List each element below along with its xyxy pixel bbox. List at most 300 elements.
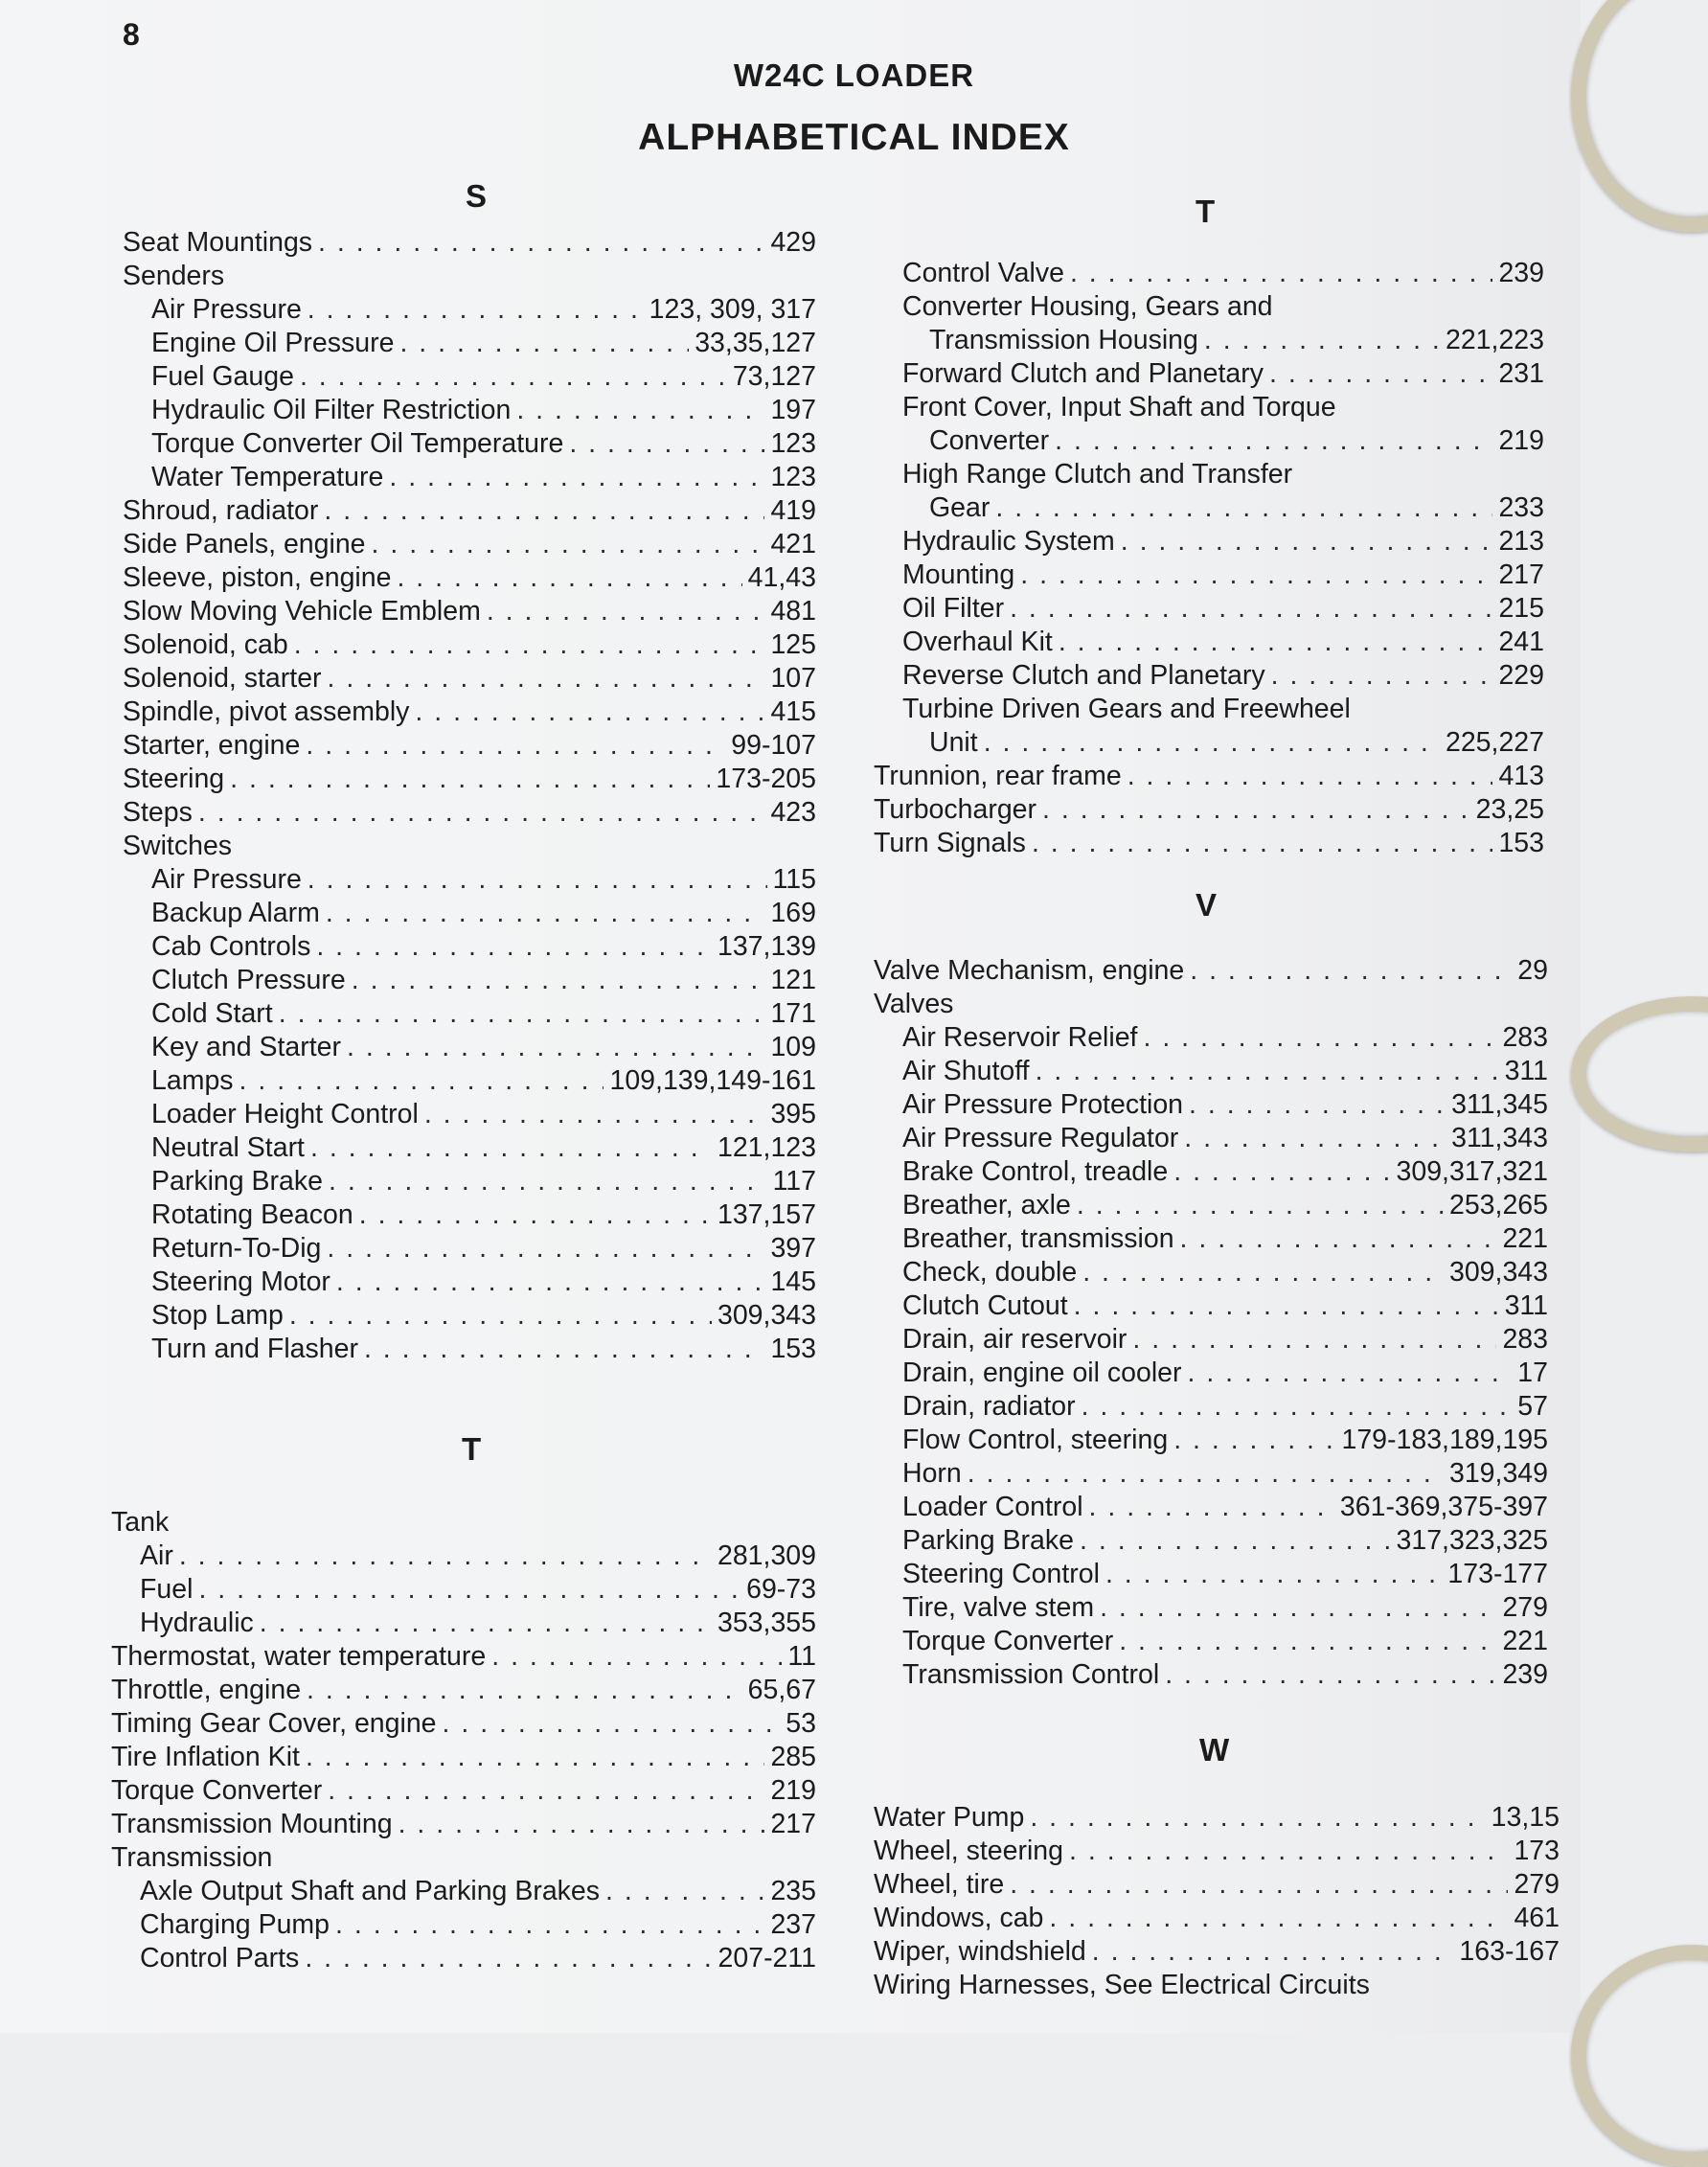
index-entry: [874, 1289, 1548, 1323]
index-pages: 319,349: [1448, 1458, 1548, 1489]
dot-leader: [1069, 1835, 1508, 1868]
index-entry: [874, 1457, 1548, 1491]
index-term: Solenoid, starter: [123, 663, 322, 694]
index-entry: [123, 1131, 816, 1165]
index-pages: 281,309: [717, 1540, 816, 1571]
index-entry: [874, 391, 1544, 424]
index-entry: [123, 394, 816, 427]
index-entry: [874, 693, 1544, 726]
index-entry: [111, 1908, 816, 1942]
index-pages: 121: [770, 965, 816, 995]
index-entry: [111, 1573, 816, 1607]
dot-leader: [328, 1774, 764, 1808]
index-term: Wiring Harnesses, See Electrical Circuits: [874, 1970, 1370, 2000]
section-letter-t-left: T: [462, 1431, 482, 1467]
index-entry: [874, 257, 1544, 290]
index-term: Steps: [123, 797, 193, 828]
dot-leader: [1271, 659, 1493, 693]
dot-leader: [399, 1808, 765, 1841]
dot-leader: [1082, 1390, 1513, 1424]
index-pages: 279: [1502, 1592, 1548, 1623]
index-pages: 283: [1502, 1324, 1548, 1355]
dot-leader: [279, 997, 765, 1031]
index-entry: [874, 525, 1544, 559]
dot-leader: [1049, 1902, 1508, 1935]
dot-leader: [1119, 1625, 1496, 1658]
index-pages: 69-73: [746, 1574, 816, 1605]
index-entry: [111, 1808, 816, 1841]
dot-leader: [1010, 592, 1492, 626]
index-pages: 219: [770, 1775, 816, 1806]
index-pages: 231: [1498, 358, 1544, 389]
dot-leader: [260, 1607, 712, 1640]
dot-leader: [359, 1198, 712, 1232]
index-entry: [874, 1524, 1548, 1558]
dot-leader: [306, 729, 725, 763]
index-pages: 235: [770, 1876, 816, 1906]
index-entry: [123, 1098, 816, 1131]
index-pages: 173-177: [1447, 1559, 1548, 1589]
index-entry: [874, 1591, 1548, 1625]
index-entry: [111, 1640, 816, 1674]
index-entry: [874, 1323, 1548, 1357]
dot-leader: [1070, 257, 1492, 290]
index-pages: 137,139: [717, 931, 816, 962]
index-term: Torque Converter: [111, 1775, 323, 1806]
index-entry: [874, 1868, 1560, 1902]
index-term: Breather, axle: [902, 1190, 1071, 1220]
index-pages: 173: [1514, 1836, 1560, 1866]
index-term: Loader Control: [902, 1492, 1083, 1522]
index-entry: [874, 1055, 1548, 1088]
dot-leader: [399, 327, 689, 360]
index-entry: [874, 491, 1544, 525]
index-term: Air Pressure: [151, 294, 302, 325]
index-term: Starter, engine: [123, 730, 301, 761]
dot-leader: [1173, 1424, 1335, 1457]
index-entry: [874, 1390, 1548, 1424]
index-term: Wheel, steering: [874, 1836, 1064, 1866]
index-entry: [874, 559, 1544, 592]
index-entry: [874, 458, 1544, 491]
index-term: Check, double: [902, 1257, 1078, 1288]
index-entry: [874, 1155, 1548, 1189]
index-term: Front Cover, Input Shaft and Torque: [902, 392, 1336, 422]
dot-leader: [1127, 760, 1493, 793]
index-term: Valve Mechanism, engine: [874, 955, 1185, 986]
index-term: Turbocharger: [874, 794, 1037, 825]
index-term: Drain, air reservoir: [902, 1324, 1127, 1355]
dot-leader: [230, 763, 710, 796]
index-pages: 415: [770, 696, 816, 727]
dot-leader: [1082, 1256, 1444, 1289]
page-number: 8: [123, 17, 140, 52]
index-entry: [123, 1064, 816, 1098]
dot-leader: [294, 628, 765, 662]
document-title: W24C LOADER: [733, 57, 975, 93]
dot-leader: [415, 696, 764, 729]
dot-leader: [1121, 525, 1493, 559]
index-term: Oil Filter: [902, 593, 1005, 624]
index-term: Breather, transmission: [902, 1223, 1174, 1254]
dot-leader: [324, 494, 764, 528]
index-entry: [874, 1801, 1560, 1835]
index-pages: 423: [770, 797, 816, 828]
dot-leader: [1030, 1801, 1485, 1835]
index-pages: 481: [770, 596, 816, 627]
index-list-t-left: [111, 1506, 816, 1975]
index-entry: [111, 1841, 816, 1875]
index-term: Air Pressure Protection: [902, 1089, 1184, 1120]
index-pages: 53: [786, 1708, 816, 1739]
dot-leader: [605, 1875, 764, 1908]
dot-leader: [328, 662, 765, 696]
index-pages: 29: [1517, 955, 1548, 986]
index-entry: [874, 1222, 1548, 1256]
index-pages: 421: [770, 529, 816, 559]
index-pages: 57: [1517, 1391, 1548, 1422]
dot-leader: [1188, 1357, 1513, 1390]
dot-leader: [397, 561, 741, 595]
index-title: ALPHABETICAL INDEX: [638, 117, 1070, 158]
index-pages: 309,317,321: [1396, 1156, 1548, 1187]
index-term: Turn Signals: [874, 828, 1026, 858]
index-entry: [111, 1741, 816, 1774]
index-pages: 117: [772, 1166, 816, 1197]
index-term: Timing Gear Cover, engine: [111, 1708, 437, 1739]
index-pages: 283: [1502, 1022, 1548, 1053]
index-entry: [874, 1969, 1560, 2002]
index-pages: 123: [770, 428, 816, 459]
index-term: Loader Height Control: [151, 1099, 419, 1129]
index-pages: 207-211: [717, 1943, 816, 1973]
index-pages: 311,345: [1451, 1089, 1548, 1120]
dot-leader: [1189, 1088, 1446, 1122]
index-term: Steering Motor: [151, 1266, 330, 1297]
index-term: Turbine Driven Gears and Freewheel: [902, 694, 1351, 724]
index-entry: [874, 1658, 1548, 1692]
index-term: Parking Brake: [151, 1166, 324, 1197]
index-term: Senders: [123, 261, 225, 291]
dot-leader: [307, 863, 767, 897]
dot-leader: [1074, 1289, 1499, 1323]
index-term: Wiper, windshield: [874, 1936, 1086, 1967]
dot-leader: [516, 394, 764, 427]
dot-leader: [1180, 1222, 1497, 1256]
index-entry: [123, 1198, 816, 1232]
index-entry: [123, 461, 816, 494]
dot-leader: [1042, 793, 1470, 827]
index-entry: [874, 1424, 1548, 1457]
dot-leader: [984, 726, 1440, 760]
index-entry: [123, 260, 816, 293]
binder-ring-top: [1571, 0, 1708, 232]
index-entry: [123, 729, 816, 763]
index-pages: 109: [770, 1032, 816, 1062]
dot-leader: [1010, 1868, 1508, 1902]
dot-leader: [1269, 357, 1492, 391]
index-entry: [874, 1021, 1548, 1055]
index-term: Tire Inflation Kit: [111, 1742, 300, 1772]
index-term: High Range Clutch and Transfer: [902, 459, 1293, 490]
index-entry: [123, 1031, 816, 1064]
index-term: Transmission Mounting: [111, 1809, 393, 1839]
index-pages: 217: [770, 1809, 816, 1839]
index-term: Drain, engine oil cooler: [902, 1357, 1182, 1388]
index-term: Steering: [123, 764, 225, 794]
dot-leader: [389, 461, 764, 494]
index-entry: [111, 1506, 816, 1540]
index-term: Cab Controls: [151, 931, 311, 962]
dot-leader: [1032, 827, 1493, 860]
index-term: Steering Control: [902, 1559, 1100, 1589]
index-entry: [874, 1088, 1548, 1122]
index-term: Water Pump: [874, 1802, 1025, 1833]
index-pages: 225,227: [1445, 727, 1544, 758]
index-entry: [111, 1674, 816, 1707]
index-pages: 311,343: [1451, 1123, 1548, 1153]
index-term: Torque Converter Oil Temperature: [151, 428, 564, 459]
index-pages: 173-205: [716, 764, 816, 794]
index-entry: [874, 1357, 1548, 1390]
index-entry: [874, 954, 1548, 988]
index-entry: [123, 830, 816, 863]
index-entry: [123, 1232, 816, 1266]
dot-leader: [327, 1232, 764, 1266]
index-term: Trunnion, rear frame: [874, 761, 1122, 791]
index-term: Mounting: [902, 559, 1015, 590]
dot-leader: [1080, 1524, 1390, 1558]
index-entry: [123, 930, 816, 964]
index-entry: [123, 1266, 816, 1299]
index-term: Sleeve, piston, engine: [123, 562, 392, 593]
index-term: Flow Control, steering: [902, 1425, 1169, 1455]
index-pages: 239: [1502, 1659, 1548, 1690]
index-pages: 229: [1498, 660, 1544, 691]
index-entry: [123, 796, 816, 830]
index-term: Tank: [111, 1507, 170, 1538]
index-entry: [123, 662, 816, 696]
index-term: Seat Mountings: [123, 227, 313, 258]
index-entry: [123, 427, 816, 461]
index-term: Converter Housing, Gears and: [902, 291, 1273, 322]
dot-leader: [1092, 1935, 1454, 1969]
index-pages: 397: [770, 1233, 816, 1264]
index-entry: [874, 1189, 1548, 1222]
index-pages: 253,265: [1448, 1190, 1548, 1220]
index-entry: [111, 1607, 816, 1640]
index-entry: [874, 659, 1544, 693]
index-pages: 311: [1504, 1056, 1548, 1086]
dot-leader: [1190, 954, 1512, 988]
dot-leader: [306, 1741, 764, 1774]
index-entry: [111, 1540, 816, 1573]
dot-leader: [307, 1674, 742, 1707]
index-entry: [874, 1491, 1548, 1524]
section-letter-w: W: [1199, 1732, 1230, 1768]
index-term: Forward Clutch and Planetary: [902, 358, 1264, 389]
index-entry: [874, 988, 1548, 1021]
dot-leader: [336, 1266, 765, 1299]
dot-leader: [1132, 1323, 1496, 1357]
dot-leader: [179, 1540, 712, 1573]
index-term: Key and Starter: [151, 1032, 342, 1062]
index-term: Stop Lamp: [151, 1300, 284, 1331]
index-term: Brake Control, treadle: [902, 1156, 1169, 1187]
dot-leader: [307, 293, 644, 327]
index-entry: [874, 324, 1544, 357]
index-pages: 73,127: [732, 361, 816, 392]
index-pages: 115: [772, 864, 816, 895]
dot-leader: [352, 964, 765, 997]
index-term: Valves: [874, 989, 954, 1019]
index-term: Air Pressure Regulator: [902, 1123, 1179, 1153]
index-list-v: [874, 954, 1548, 1692]
dot-leader: [329, 1165, 767, 1198]
index-term: Reverse Clutch and Planetary: [902, 660, 1265, 691]
index-entry: [123, 327, 816, 360]
index-pages: 169: [770, 898, 816, 928]
index-pages: 413: [1498, 761, 1544, 791]
index-term: Lamps: [151, 1065, 234, 1096]
index-pages: 125: [770, 629, 816, 660]
index-term: Unit: [929, 727, 978, 758]
dot-leader: [1020, 559, 1492, 592]
index-entry: [111, 1774, 816, 1808]
index-term: Engine Oil Pressure: [151, 328, 395, 358]
index-pages: 107: [770, 663, 816, 694]
index-entry: [874, 1902, 1560, 1935]
dot-leader: [1036, 1055, 1499, 1088]
dot-leader: [1204, 324, 1440, 357]
index-entry: [123, 561, 816, 595]
index-entry: [874, 626, 1544, 659]
index-pages: 11: [787, 1641, 816, 1672]
index-pages: 153: [1498, 828, 1544, 858]
index-pages: 461: [1514, 1903, 1560, 1933]
dot-leader: [305, 1942, 712, 1975]
index-term: Transmission Housing: [929, 325, 1198, 355]
index-entry: [874, 592, 1544, 626]
index-pages: 123, 309, 317: [649, 294, 816, 325]
dot-leader: [300, 360, 727, 394]
index-term: Torque Converter: [902, 1626, 1114, 1656]
index-term: Transmission: [111, 1842, 273, 1873]
dot-leader: [487, 595, 765, 628]
index-pages: 239: [1498, 258, 1544, 288]
index-term: Fuel: [140, 1574, 194, 1605]
index-term: Slow Moving Vehicle Emblem: [123, 596, 481, 627]
index-term: Parking Brake: [902, 1525, 1075, 1556]
dot-leader: [316, 930, 712, 964]
index-entry: [123, 528, 816, 561]
index-term: Return-To-Dig: [151, 1233, 322, 1264]
index-term: Turn and Flasher: [151, 1334, 358, 1364]
index-entry: [874, 1835, 1560, 1868]
index-term: Control Parts: [140, 1943, 300, 1973]
index-pages: 99-107: [731, 730, 816, 761]
index-entry: [123, 360, 816, 394]
dot-leader: [239, 1064, 604, 1098]
section-letter-v: V: [1196, 887, 1218, 923]
index-term: Cold Start: [151, 998, 273, 1029]
index-pages: 23,25: [1475, 794, 1544, 825]
index-pages: 197: [770, 395, 816, 425]
index-entry: [874, 726, 1544, 760]
index-entry: [123, 964, 816, 997]
index-term: Axle Output Shaft and Parking Brakes: [140, 1876, 601, 1906]
dot-leader: [289, 1299, 712, 1333]
index-pages: 123: [770, 462, 816, 492]
index-term: Converter: [929, 425, 1050, 456]
index-term: Hydraulic Oil Filter Restriction: [151, 395, 512, 425]
index-pages: 395: [770, 1099, 816, 1129]
index-pages: 309,343: [1448, 1257, 1548, 1288]
index-entry: [123, 1165, 816, 1198]
index-pages: 163-167: [1459, 1936, 1560, 1967]
dot-leader: [310, 1131, 712, 1165]
index-pages: 311: [1504, 1290, 1548, 1321]
index-pages: 241: [1498, 627, 1544, 657]
index-pages: 137,157: [717, 1199, 816, 1230]
index-entry: [123, 628, 816, 662]
index-term: Rotating Beacon: [151, 1199, 353, 1230]
dot-leader: [1165, 1658, 1496, 1692]
index-pages: 317,323,325: [1396, 1525, 1548, 1556]
index-pages: 221,223: [1445, 325, 1544, 355]
index-entry: [874, 827, 1544, 860]
index-pages: 353,355: [717, 1608, 816, 1638]
index-entry: [123, 1299, 816, 1333]
index-pages: 13,15: [1491, 1802, 1560, 1833]
index-pages: 41,43: [747, 562, 816, 593]
index-term: Charging Pump: [140, 1909, 330, 1940]
dot-leader: [318, 226, 764, 260]
index-pages: 121,123: [717, 1132, 816, 1163]
index-term: Water Temperature: [151, 462, 384, 492]
dot-leader: [1089, 1491, 1334, 1524]
index-pages: 219: [1498, 425, 1544, 456]
dot-leader: [1173, 1155, 1390, 1189]
index-pages: 65,67: [747, 1675, 816, 1705]
index-term: Switches: [123, 831, 233, 861]
index-entry: [123, 226, 816, 260]
index-pages: 285: [770, 1742, 816, 1772]
index-pages: 215: [1498, 593, 1544, 624]
index-pages: 429: [770, 227, 816, 258]
index-pages: 145: [770, 1266, 816, 1297]
index-pages: 233: [1498, 492, 1544, 523]
index-term: Clutch Pressure: [151, 965, 346, 995]
index-term: Transmission Control: [902, 1659, 1160, 1690]
index-term: Thermostat, water temperature: [111, 1641, 487, 1672]
index-entry: [111, 1875, 816, 1908]
index-term: Neutral Start: [151, 1132, 305, 1163]
index-entry: [111, 1942, 816, 1975]
dot-leader: [1055, 424, 1492, 458]
index-term: Backup Alarm: [151, 898, 320, 928]
dot-leader: [424, 1098, 765, 1131]
dot-leader: [1059, 626, 1493, 659]
dot-leader: [995, 491, 1492, 525]
index-term: Solenoid, cab: [123, 629, 288, 660]
index-entry: [123, 897, 816, 930]
index-entry: [874, 1625, 1548, 1658]
index-entry: [874, 1122, 1548, 1155]
index-term: Spindle, pivot assembly: [123, 696, 410, 727]
index-entry: [123, 696, 816, 729]
dot-leader: [335, 1908, 764, 1942]
